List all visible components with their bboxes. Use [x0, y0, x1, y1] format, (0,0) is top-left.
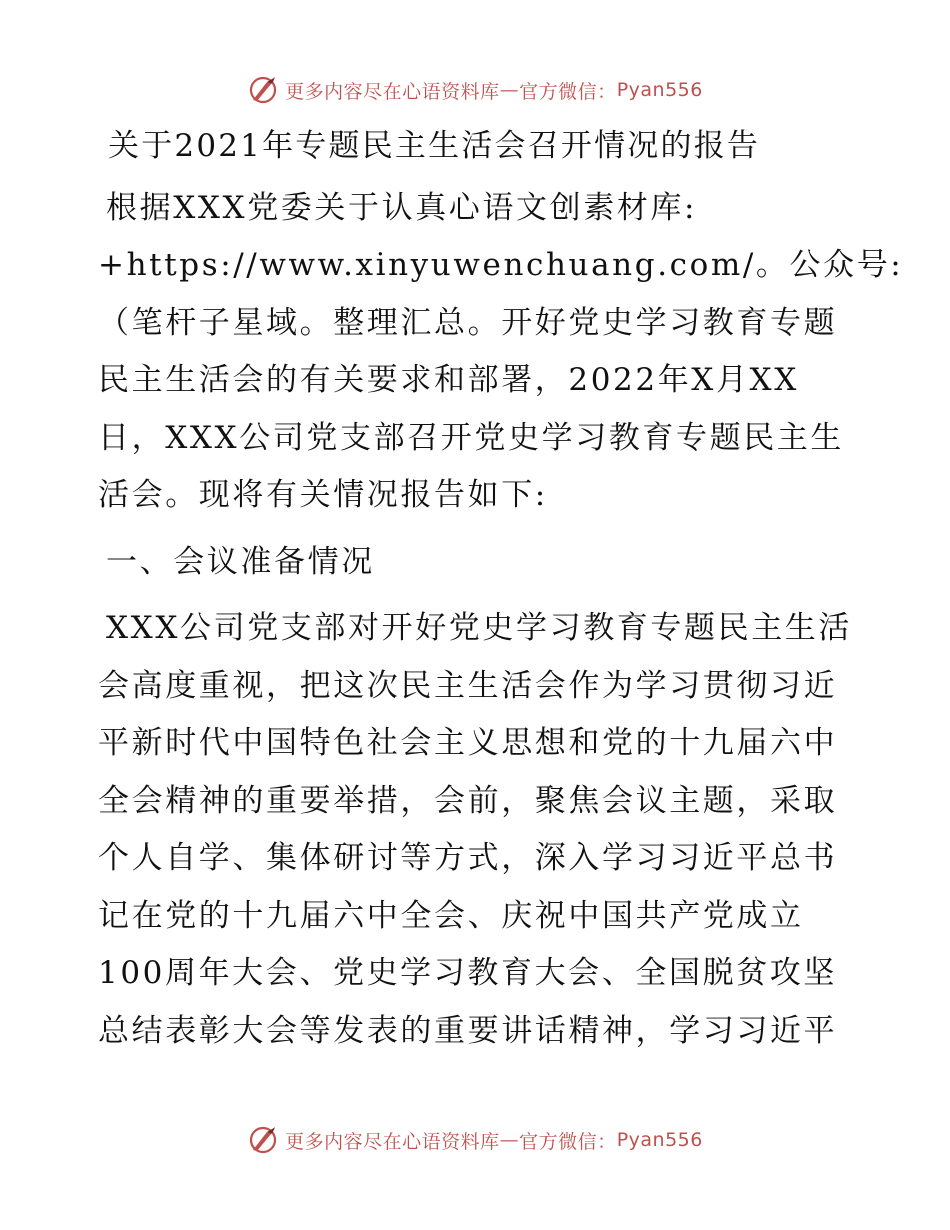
watermark-wechat-label: 官方微信： — [519, 1130, 617, 1153]
paragraph-line: 活会。现将有关情况报告如下: — [98, 477, 548, 513]
paragraph-line: 民主生活会的有关要求和部署，2022年X月XX — [98, 362, 799, 398]
paragraph-line: 总结表彰大会等发表的重要讲话精神，学习习近平 — [98, 1012, 838, 1049]
paragraph-line: 个人自学、集体研讨等方式，深入学习习近平总书 — [98, 840, 838, 876]
watermark-wechat-id: Pyan556 — [616, 1129, 703, 1151]
paragraph-line: 100周年大会、党史学习教育大会、全国脱贫攻坚 — [98, 955, 837, 991]
quill-logo-icon — [247, 1124, 279, 1156]
section-heading: 一、会议准备情况 — [106, 543, 375, 580]
paragraph-line: 日，XXX公司党支部召开党史学习教育专题民主生 — [98, 419, 845, 456]
watermark-separator: — — [499, 79, 520, 101]
header-watermark — [0, 70, 950, 110]
watermark-main-text: 更多内容尽在心语资料库 — [285, 80, 500, 103]
watermark-wechat-label: 官方微信： — [519, 80, 617, 103]
footer-watermark — [0, 1120, 950, 1160]
quill-logo-icon — [247, 74, 279, 106]
paragraph-line: XXX公司党支部对开好党史学习教育专题民主生活 — [106, 610, 853, 646]
document-title: 关于2021年专题民主生活会召开情况的报告 — [108, 128, 761, 164]
paragraph-line: +https://www.xinyuwenchuang.com/。公众号: — [98, 247, 904, 283]
watermark-separator: — — [499, 1129, 520, 1151]
paragraph-line: 会高度重视，把这次民主生活会作为学习贯彻习近 — [98, 667, 838, 704]
paragraph-line: （笔杆子星域。整理汇总。开好党史学习教育专题 — [98, 304, 838, 341]
watermark-main-text: 更多内容尽在心语资料库 — [285, 1130, 500, 1153]
watermark-wechat-id: Pyan556 — [616, 79, 703, 101]
paragraph-line: 记在党的十九届六中全会、庆祝中国共产党成立 — [98, 897, 804, 934]
paragraph-line: 全会精神的重要举措，会前，聚焦会议主题，采取 — [98, 782, 838, 819]
paragraph-line: 平新时代中国特色社会主义思想和党的十九届六中 — [98, 725, 838, 761]
document-body — [98, 118, 904, 1060]
paragraph-line: 根据XXX党委关于认真心语文创素材库: — [106, 189, 698, 226]
